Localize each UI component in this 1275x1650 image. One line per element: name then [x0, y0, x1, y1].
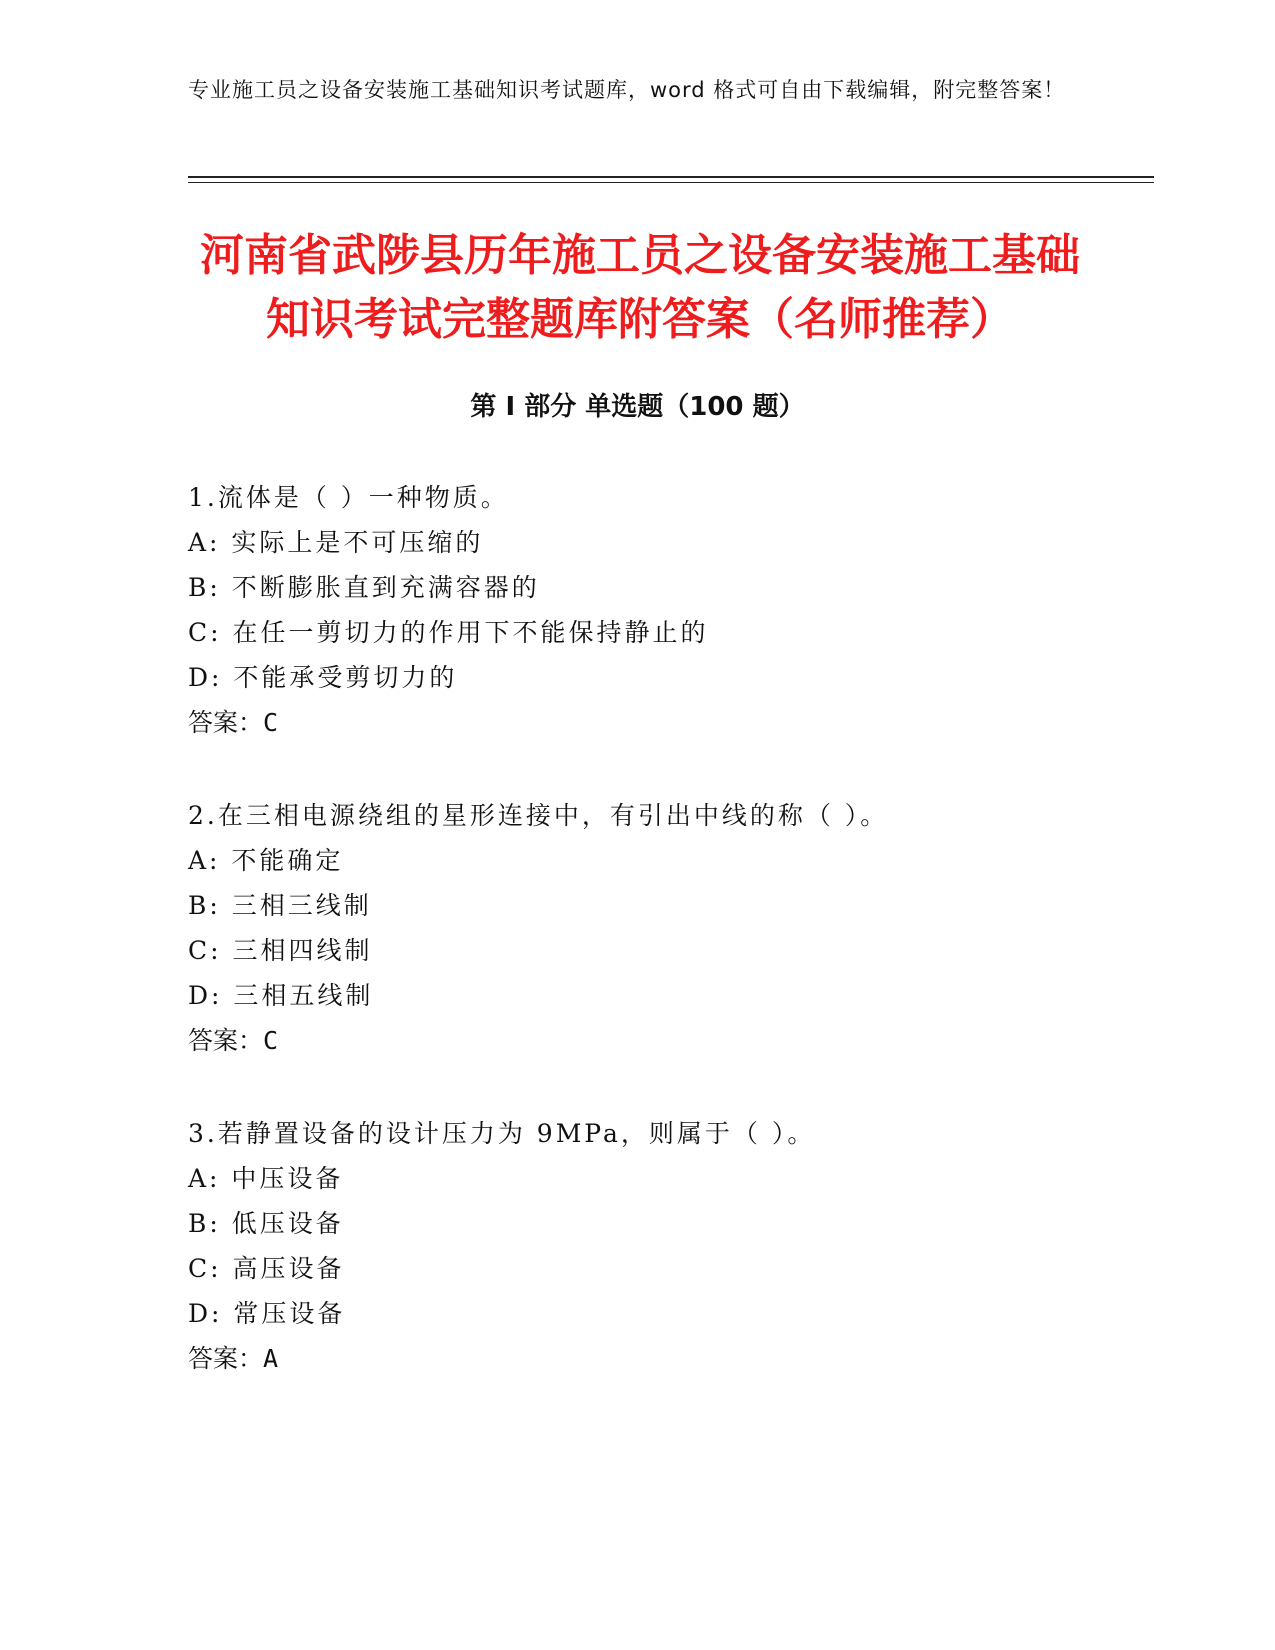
option-c: C: 三相四线制	[188, 936, 373, 965]
question-3	[188, 1111, 1148, 1381]
header-divider-thin	[188, 182, 1154, 183]
header-divider-thick	[188, 176, 1154, 178]
question-1	[188, 475, 1148, 745]
question-stem: 3.若静置设备的设计压力为 9MPa，则属于（ ）。	[188, 1119, 816, 1148]
option-c: C: 在任一剪切力的作用下不能保持静止的	[188, 618, 709, 647]
answer-value: C	[263, 1026, 279, 1055]
option-d: D: 常压设备	[188, 1299, 346, 1328]
option-d: D: 不能承受剪切力的	[188, 663, 458, 692]
section-heading: 第 I 部分 单选题（100 题）	[470, 392, 805, 422]
question-stem: 1.流体是（ ）一种物质。	[188, 483, 509, 512]
option-b: B: 三相三线制	[188, 891, 372, 920]
option-a: A: 实际上是不可压缩的	[188, 528, 484, 557]
option-c: C: 高压设备	[188, 1254, 345, 1283]
option-b: B: 不断膨胀直到充满容器的	[188, 573, 540, 602]
question-stem: 2.在三相电源绕组的星形连接中，有引出中线的称（ ）。	[188, 801, 889, 830]
answer-line	[188, 1018, 1148, 1063]
answer-value: C	[263, 708, 279, 737]
answer-label: 答案：	[188, 708, 264, 737]
answer-line	[188, 700, 1148, 745]
document-title: 河南省武陟县历年施工员之设备安装施工基础知识考试完整题库附答案（名师推荐）	[200, 230, 1080, 345]
answer-label: 答案：	[188, 1344, 264, 1373]
question-2	[188, 793, 1148, 1063]
option-a: A: 不能确定	[188, 846, 344, 875]
answer-line	[188, 1336, 1148, 1381]
answer-value: A	[263, 1344, 279, 1373]
option-d: D: 三相五线制	[188, 981, 374, 1010]
intro-text: 专业施工员之设备安装施工基础知识考试题库，word 格式可自由下载编辑，附完整答案！	[188, 78, 1066, 102]
answer-label: 答案：	[188, 1026, 264, 1055]
option-b: B: 低压设备	[188, 1209, 344, 1238]
option-a: A: 中压设备	[188, 1164, 344, 1193]
question-list	[188, 475, 1148, 1429]
